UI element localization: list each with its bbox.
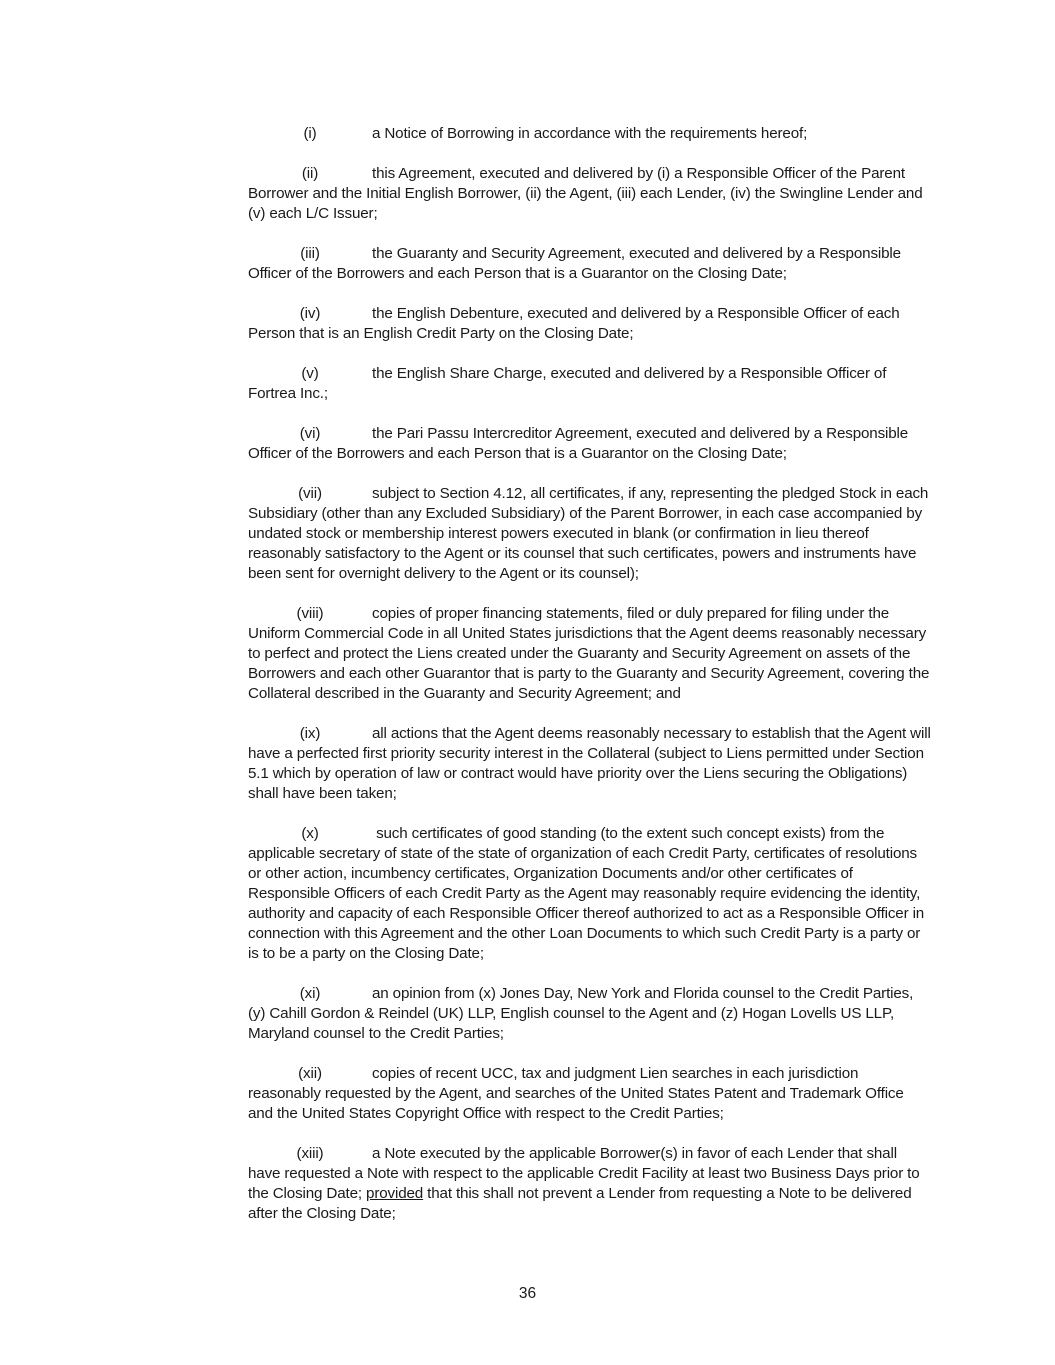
list-item	[248, 984, 932, 1044]
list-item	[248, 424, 932, 464]
item-number: (vii)	[298, 485, 322, 502]
list-item	[248, 164, 932, 224]
item-text: copies of proper financing statements, filed or duly prepared for filing under the Uniform Commercial Code in all United States jurisdictions that the Agent deems reasonably necessary to perfect and protect the Liens created under the Guaranty and Security Agreement on assets of the Borrowers and each other Guarantor that is party to the Guaranty and Security Agreement, covering the Collateral described in the Guaranty and Security Agreement; and	[248, 605, 930, 702]
item-text: the English Share Charge, executed and delivered by a Responsible Officer of Fortrea Inc.;	[248, 365, 887, 402]
list-item	[248, 724, 932, 804]
item-number: (x)	[301, 825, 319, 842]
list-item	[248, 1144, 932, 1224]
item-number: (xi)	[299, 985, 321, 1002]
item-text-before: a Note executed by the applicable Borrower(s) in favor of each Lender that shall have requested a Note with respect to the applicable Credit Facility at least two Business Days prior to the Closing Date;	[248, 1145, 920, 1202]
item-number: (iv)	[299, 305, 321, 322]
item-text: the English Debenture, executed and delivered by a Responsible Officer of each Person that is an English Credit Party on the Closing Date;	[248, 305, 900, 342]
item-text: subject to Section 4.12, all certificates, if any, representing the pledged Stock in each Subsidiary (other than any Excluded Subsidiary) of the Parent Borrower, in each case accompanied by undated stock or membership interest powers executed in blank (or confirmation in lieu thereof reasonably satisfactory to the Agent or its counsel that such certificates, powers and instruments have been sent for overnight delivery to the Agent or its counsel);	[248, 485, 929, 582]
item-number: (i)	[303, 125, 317, 142]
page-number: 36	[518, 1285, 537, 1302]
item-number: (iii)	[300, 245, 320, 262]
list-item	[248, 824, 932, 964]
item-number: (ii)	[301, 165, 319, 182]
item-number: (xii)	[298, 1065, 322, 1082]
list-item	[248, 244, 932, 284]
item-text: the Guaranty and Security Agreement, executed and delivered by a Responsible Officer of the Borrowers and each Person that is a Guarantor on the Closing Date;	[248, 245, 901, 282]
list-item	[248, 1064, 932, 1124]
item-text: all actions that the Agent deems reasonably necessary to establish that the Agent will have a perfected first priority security interest in the Collateral (subject to Liens permitted under Section 5.1 which by operation of law or contract would have priority over the Liens securing the Obligations) shall have been taken;	[248, 725, 931, 802]
item-number: (vi)	[299, 425, 321, 442]
item-text-after: that this shall not prevent a Lender from requesting a Note to be delivered after the Closing Date;	[248, 1185, 912, 1222]
item-text: the Pari Passu Intercreditor Agreement, executed and delivered by a Responsible Officer of the Borrowers and each Person that is a Guarantor on the Closing Date;	[248, 425, 909, 462]
list-item	[248, 124, 932, 144]
item-number: (v)	[301, 365, 319, 382]
list-item	[248, 604, 932, 704]
item-number: (xiii)	[296, 1145, 324, 1162]
item-text: a Notice of Borrowing in accordance with the requirements hereof;	[372, 125, 808, 142]
item-number: (viii)	[296, 605, 324, 622]
item-text: an opinion from (x) Jones Day, New York and Florida counsel to the Credit Parties, (y) Cahill Gordon & Reindel (UK) LLP, English counsel to the Agent and (z) Hogan Lovells US LLP, Maryland counsel to the Credit Parties;	[248, 985, 914, 1042]
list-item	[248, 484, 932, 584]
document-body	[248, 124, 932, 1244]
list-item	[248, 304, 932, 344]
list-item	[248, 364, 932, 404]
item-text: such certificates of good standing (to the extent such concept exists) from the applicable secretary of state of the state of organization of each Credit Party, certificates of resolutions or other action, incumbency certificates, Organization Documents and/or other certificates of Responsible Officers of each Credit Party as the Agent may reasonably require evidencing the identity, authority and capacity of each Responsible Officer thereof authorized to act as a Responsible Officer in connection with this Agreement and the other Loan Documents to which such Credit Party is a party or is to be a party on the Closing Date;	[248, 825, 925, 962]
item-text: this Agreement, executed and delivered by (i) a Responsible Officer of the Parent Borrower and the Initial English Borrower, (ii) the Agent, (iii) each Lender, (iv) the Swingline Lender and (v) each L/C Issuer;	[248, 165, 923, 222]
item-text: copies of recent UCC, tax and judgment Lien searches in each jurisdiction reasonably requested by the Agent, and searches of the United States Patent and Trademark Office and the United States Copyright Office with respect to the Credit Parties;	[248, 1065, 904, 1122]
provided-underlined-term: provided	[366, 1185, 424, 1202]
item-number: (ix)	[299, 725, 321, 742]
